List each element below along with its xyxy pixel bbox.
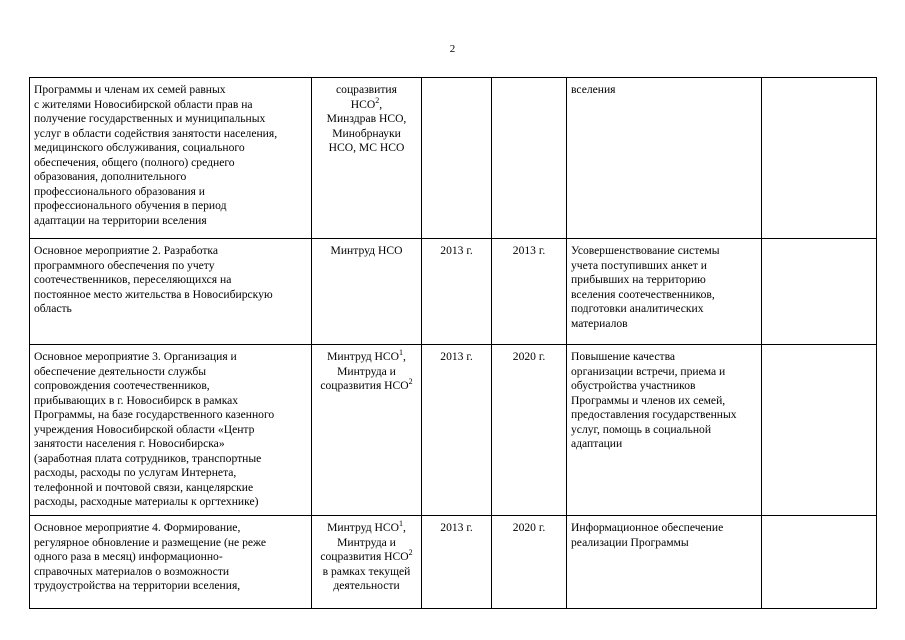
footnote-mark: 2 xyxy=(408,377,413,387)
program-activities-table xyxy=(29,77,877,609)
table-row xyxy=(30,78,877,239)
footnote-mark: 1 xyxy=(399,348,403,358)
executor-text: Минтруд НСО xyxy=(327,521,399,534)
activity-description: Основное мероприятие 4. Формирование, регулярное обновление и размещение (не реже одного раза в месяц) информационно- справочных материалов о возможности трудоустройства на территории вселения, xyxy=(30,516,312,609)
executor-text: соцразвития xyxy=(336,83,397,96)
expected-result: Информационное обеспечение реализации Программы xyxy=(567,516,762,609)
start-date: 2013 г. xyxy=(422,239,492,345)
executor-text: Минтруда и xyxy=(337,535,396,549)
activity-description: Программы и членам их семей равных с жителями Новосибирской области прав на получение государственных и муниципальных услуг в области содействия занятости населения, медицинского обслуживания, социального обеспечения, общего (полного) среднего образования, дополнительного профессионального образования и профессионального обучения в период адаптации на территории вселения xyxy=(30,78,312,239)
start-date xyxy=(422,78,492,239)
table-row xyxy=(30,516,877,609)
expected-result: вселения xyxy=(567,78,762,239)
executor-text: , xyxy=(379,97,383,111)
executor-text: Минтруд НСО xyxy=(327,350,399,363)
table-row xyxy=(30,239,877,345)
footnote-mark: 2 xyxy=(408,548,413,558)
expected-result: Повышение качества организации встречи, приема и обустройства участников Программы и членов их семей, предоставления государственных услуг, помощь в социальной адаптации xyxy=(567,345,762,516)
responsible-executor xyxy=(312,78,422,239)
executor-text: в рамках текущей деятельности xyxy=(322,564,411,592)
activity-description: Основное мероприятие 2. Разработка программного обеспечения по учету соотечественников, переселяющихся на постоянное место жительства в Новосибирскую область xyxy=(30,239,312,345)
executor-text: Минздрав НСО, Минобрнауки НСО, МС НСО xyxy=(326,112,407,154)
end-date xyxy=(492,78,567,239)
note-cell xyxy=(762,516,877,609)
executor-text: Минтруда и xyxy=(337,364,396,378)
start-date: 2013 г. xyxy=(422,516,492,609)
responsible-executor: Минтруд НСО xyxy=(312,239,422,345)
page-number: 2 xyxy=(449,43,456,55)
note-cell xyxy=(762,345,877,516)
table-row xyxy=(30,345,877,516)
end-date: 2020 г. xyxy=(492,345,567,516)
end-date: 2020 г. xyxy=(492,516,567,609)
footnote-mark: 2 xyxy=(375,95,380,105)
note-cell xyxy=(762,239,877,345)
expected-result: Усовершенствование системы учета поступивших анкет и прибывших на территорию вселения соотечественников, подготовки аналитических материалов xyxy=(567,239,762,345)
responsible-executor xyxy=(312,345,422,516)
executor-text: соцразвития НСО xyxy=(320,550,409,563)
start-date: 2013 г. xyxy=(422,345,492,516)
executor-text: соцразвития НСО xyxy=(320,379,409,392)
note-cell xyxy=(762,78,877,239)
executor-text: , xyxy=(403,521,406,534)
executor-text: НСО xyxy=(350,97,376,111)
responsible-executor xyxy=(312,516,422,609)
footnote-mark: 1 xyxy=(399,519,403,529)
executor-text: , xyxy=(403,350,406,363)
activity-description: Основное мероприятие 3. Организация и обеспечение деятельности службы сопровождения соотечественников, прибывающих в г. Новосибирск в рамках Программы, на базе государственного казенного учреждения Новосибирской области «Центр занятости населения г. Новосибирска» (заработная плата сотрудников, транспортные расходы, расходы по услугам Интернета, телефонной и почтовой связи, канцелярские расходы, расходные материалы к оргтехнике) xyxy=(30,345,312,516)
end-date: 2013 г. xyxy=(492,239,567,345)
